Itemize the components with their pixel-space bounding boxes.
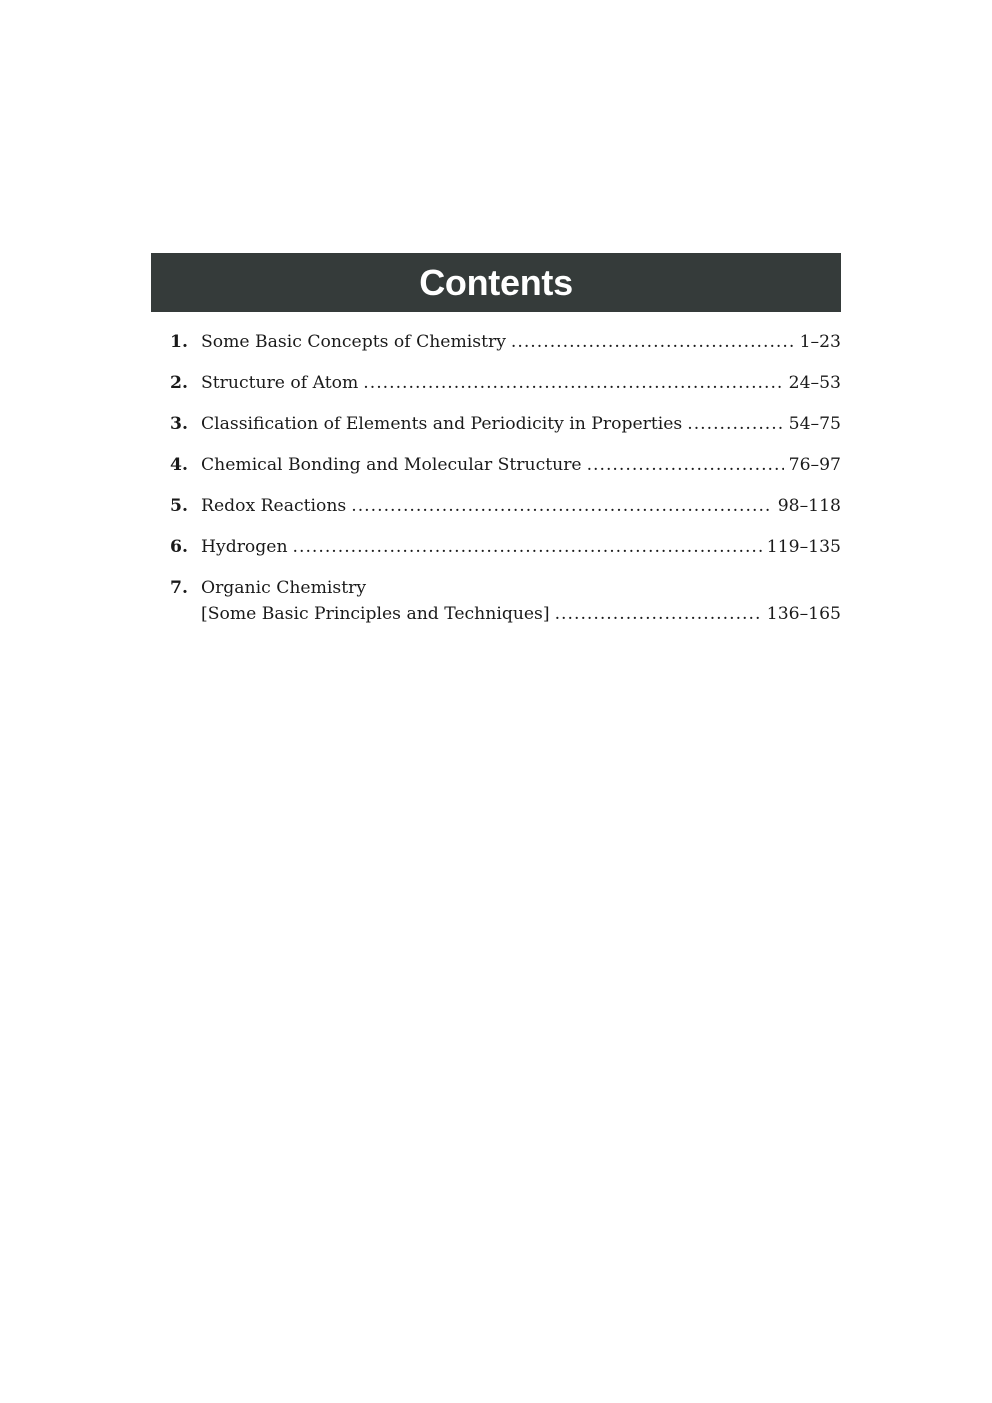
chapter-number: 2. xyxy=(170,373,188,393)
chapter-title: Some Basic Concepts of Chemistry xyxy=(201,332,506,352)
dot-leader xyxy=(351,494,772,520)
chapter-title: Redox Reactions xyxy=(201,496,347,516)
toc-entry-7[interactable] xyxy=(170,576,841,627)
chapter-number: 5. xyxy=(170,496,188,516)
toc-entry-4[interactable] xyxy=(170,453,841,479)
chapter-number: 7. xyxy=(170,578,188,598)
chapter-number: 1. xyxy=(170,332,188,352)
chapter-title: Structure of Atom xyxy=(201,373,359,393)
dot-leader xyxy=(363,371,783,397)
chapter-title: Hydrogen xyxy=(201,537,288,557)
chapter-title: Classification of Elements and Periodicity in Properties xyxy=(201,414,683,434)
chapter-subtitle: [Some Basic Principles and Techniques] xyxy=(201,603,550,624)
chapter-number: 3. xyxy=(170,414,188,434)
dot-leader xyxy=(687,412,783,438)
toc-entry-1[interactable] xyxy=(170,330,841,356)
dot-leader xyxy=(293,535,762,561)
toc-entry-5[interactable] xyxy=(170,494,841,520)
page-range: 24–53 xyxy=(788,373,841,393)
page-range: 54–75 xyxy=(788,414,841,434)
contents-banner xyxy=(151,253,841,312)
table-of-contents xyxy=(170,330,841,643)
page-range: 136–165 xyxy=(766,603,841,624)
chapter-title: Chemical Bonding and Molecular Structure xyxy=(201,455,582,475)
page-title: Contents xyxy=(419,261,573,303)
dot-leader xyxy=(587,453,784,479)
page-range: 98–118 xyxy=(777,496,841,516)
chapter-number: 4. xyxy=(170,455,188,475)
chapter-title: Organic Chemistry xyxy=(201,578,367,598)
dot-leader xyxy=(555,602,762,628)
chapter-number: 6. xyxy=(170,537,188,557)
toc-entry-2[interactable] xyxy=(170,371,841,397)
toc-entry-3[interactable] xyxy=(170,412,841,438)
page-range: 76–97 xyxy=(788,455,841,475)
dot-leader xyxy=(511,330,795,356)
page-range: 1–23 xyxy=(799,332,841,352)
page-range: 119–135 xyxy=(766,537,841,557)
toc-entry-6[interactable] xyxy=(170,535,841,561)
